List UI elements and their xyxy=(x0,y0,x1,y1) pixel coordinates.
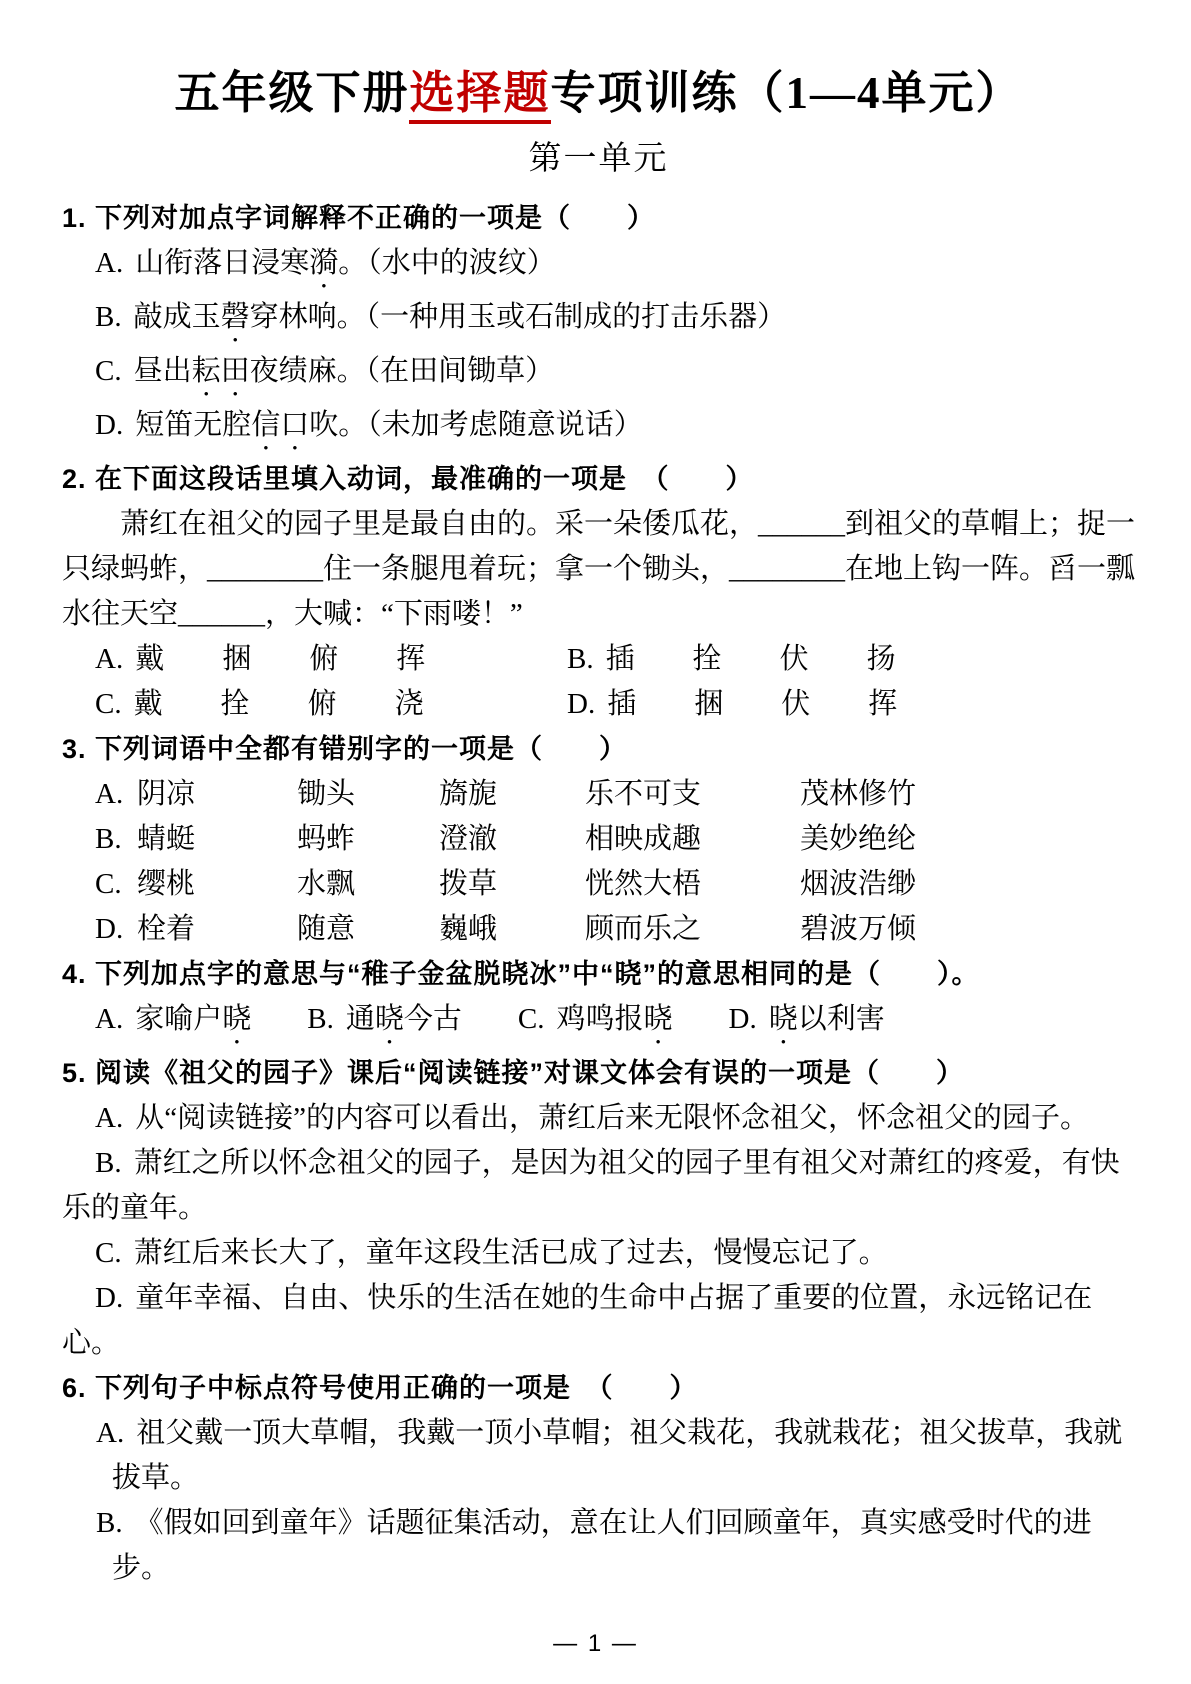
option-text: 插 捆 伏 挥 xyxy=(607,688,898,720)
option-label: A. xyxy=(95,1003,124,1035)
word-cell: 相映成趣 xyxy=(585,823,702,855)
question-5-stem: 5. 阅读《祖父的园子》课后“阅读链接”对课文体会有误的一项是（ ） xyxy=(62,1058,965,1088)
emphasized-text: 耘田 xyxy=(191,355,250,387)
word-cell: 乐不可支 xyxy=(585,778,702,810)
question-2-option-d xyxy=(567,682,1135,727)
word-cell: 锄头 xyxy=(297,778,356,810)
question-4-stem: 4. 下列加点字的意思与“稚子金盆脱晓冰”中“晓”的意思相同的是（ ）。 xyxy=(62,959,980,989)
question-1-option-c xyxy=(62,349,1135,403)
option-text: 今古 xyxy=(403,1003,462,1035)
option-text: 山衔落日浸寒 xyxy=(135,247,310,279)
question-2-options-row-2 xyxy=(62,682,1135,727)
option-label: B. xyxy=(567,643,594,675)
emphasized-text: 晓 xyxy=(643,1003,673,1035)
question-4 xyxy=(62,952,1135,1051)
word-cell: 随意 xyxy=(297,913,356,945)
question-6-stem: 6. 下列句子中标点符号使用正确的一项是 （ ） xyxy=(62,1373,698,1403)
word-cell: 水飘 xyxy=(297,868,356,900)
option-text: 通 xyxy=(345,1003,375,1035)
word-cell: 栓着 xyxy=(137,913,196,945)
word-cell: 澄澈 xyxy=(439,823,498,855)
emphasized-text: 晓 xyxy=(222,1003,252,1035)
word-cell: 茂林修竹 xyxy=(800,778,917,810)
question-1 xyxy=(62,196,1135,457)
emphasized-text: 晓 xyxy=(768,1003,798,1035)
option-label: C. xyxy=(95,1237,122,1269)
question-4-options-row xyxy=(62,997,1135,1051)
option-label: D. xyxy=(95,1282,124,1314)
option-text: 萧红之所以怀念祖父的园子，是因为祖父的园子里有祖父对萧红的疼爱，有快乐的童年。 xyxy=(62,1147,1120,1224)
question-1-option-d xyxy=(62,403,1135,457)
option-label: A. xyxy=(96,1417,125,1449)
word-cell: 碧波万倾 xyxy=(800,913,917,945)
question-5-option-b xyxy=(62,1141,1135,1231)
page-title xyxy=(62,62,1135,124)
word-cell: 蜻蜓 xyxy=(137,823,196,855)
question-2-option-a xyxy=(95,637,567,682)
option-text: 夜绩麻。（在田间锄草） xyxy=(249,355,555,387)
question-3-option-a xyxy=(62,772,1135,817)
option-text: 《假如回到童年》话题征集活动，意在让人们回顾童年，真实感受时代的进步。 xyxy=(112,1507,1092,1584)
word-cell: 阴凉 xyxy=(137,778,196,810)
word-cell: 顾而乐之 xyxy=(585,913,702,945)
question-2-options-row-1 xyxy=(62,637,1135,682)
page-number: — 1 — xyxy=(553,1630,638,1657)
question-6-option-a xyxy=(62,1411,1135,1501)
option-text: 短笛无腔 xyxy=(135,409,252,441)
option-label: D. xyxy=(95,913,124,945)
word-cell: 缨桃 xyxy=(137,868,196,900)
option-text: 。（水中的波纹） xyxy=(338,247,556,279)
option-label: C. xyxy=(517,1003,545,1035)
word-cell: 美妙绝纶 xyxy=(800,823,917,855)
word-cell: 拨草 xyxy=(439,868,498,900)
emphasized-text: 磬 xyxy=(220,301,250,333)
word-cell: 恍然大梧 xyxy=(585,868,702,900)
option-text: 穿林响。（一种用玉或石制成的打击乐器） xyxy=(249,301,787,333)
option-label: B. xyxy=(95,301,122,333)
question-4-option-b xyxy=(307,997,462,1051)
option-label: A. xyxy=(95,247,124,279)
question-1-stem: 1. 下列对加点字词解释不正确的一项是（ ） xyxy=(62,203,656,233)
option-text: 祖父戴一顶大草帽，我戴一顶小草帽；祖父栽花，我就栽花；祖父拔草，我就拔草。 xyxy=(112,1417,1123,1494)
question-6-option-b xyxy=(62,1501,1135,1591)
question-5-option-d xyxy=(62,1276,1135,1366)
question-4-option-c xyxy=(518,997,673,1051)
title-highlight: 选择题 xyxy=(409,68,550,124)
question-5-option-c xyxy=(62,1231,1135,1276)
option-text: 萧红后来长大了，童年这段生活已成了过去，慢慢忘记了。 xyxy=(133,1237,888,1269)
question-1-option-a xyxy=(62,241,1135,295)
option-text: 吹。（未加考虑随意说话） xyxy=(309,409,643,441)
question-4-option-d xyxy=(729,997,885,1051)
section-heading: 第一单元 xyxy=(528,141,669,177)
question-3-option-c xyxy=(62,862,1135,907)
question-2-passage: 萧红在祖父的园子里是最自由的。采一朵倭瓜花，______到祖父的草帽上；捉一只绿蚂蚱，________住一条腿甩着玩；拿一个锄头，________在地上钩一阵。舀一瓢水往天空______，大喊：“下雨喽！” xyxy=(62,508,1136,630)
question-2-option-c xyxy=(95,682,567,727)
question-1-option-b xyxy=(62,295,1135,349)
option-text: 鸡鸣报 xyxy=(556,1003,644,1035)
option-text: 以利害 xyxy=(797,1003,885,1035)
option-text: 家喻户 xyxy=(135,1003,223,1035)
option-label: C. xyxy=(95,868,122,900)
emphasized-text: 漪 xyxy=(309,247,339,279)
option-text: 敲成玉 xyxy=(133,301,221,333)
option-label: D. xyxy=(567,688,596,720)
question-6 xyxy=(62,1366,1135,1591)
emphasized-text: 晓 xyxy=(374,1003,404,1035)
question-2-option-b xyxy=(567,637,1135,682)
option-label: A. xyxy=(95,643,124,675)
question-3 xyxy=(62,727,1135,952)
option-text: 插 拴 伏 扬 xyxy=(605,643,896,675)
option-text: 戴 拴 俯 浇 xyxy=(133,688,424,720)
question-2 xyxy=(62,457,1135,727)
option-label: B. xyxy=(95,1147,122,1179)
word-cell: 蚂蚱 xyxy=(297,823,356,855)
question-5-option-a xyxy=(62,1096,1135,1141)
option-label: D. xyxy=(728,1003,757,1035)
word-cell: 巍峨 xyxy=(439,913,498,945)
question-3-stem: 3. 下列词语中全都有错别字的一项是（ ） xyxy=(62,734,628,764)
option-text: 戴 捆 俯 挥 xyxy=(135,643,426,675)
option-text: 从“阅读链接”的内容可以看出，萧红后来无限怀念祖父，怀念祖父的园子。 xyxy=(135,1102,1089,1134)
word-cell: 烟波浩缈 xyxy=(800,868,917,900)
title-part2: 专项训练（1—4单元） xyxy=(550,68,1023,118)
option-label: B. xyxy=(95,823,122,855)
option-label: B. xyxy=(96,1507,123,1539)
emphasized-text: 信口 xyxy=(251,409,310,441)
option-text: 童年幸福、自由、快乐的生活在她的生命中占据了重要的位置，永远铭记在心。 xyxy=(62,1282,1093,1359)
option-label: C. xyxy=(95,688,122,720)
option-label: A. xyxy=(95,1102,124,1134)
question-3-option-d xyxy=(62,907,1135,952)
option-text: 昼出 xyxy=(133,355,192,387)
option-label: B. xyxy=(307,1003,334,1035)
question-3-option-b xyxy=(62,817,1135,862)
question-5 xyxy=(62,1051,1135,1366)
option-label: D. xyxy=(95,409,124,441)
option-label: C. xyxy=(95,355,122,387)
word-cell: 旖旎 xyxy=(439,778,498,810)
question-4-option-a xyxy=(95,997,251,1051)
option-label: A. xyxy=(95,778,124,810)
title-part1: 五年级下册 xyxy=(174,68,410,118)
question-2-stem: 2. 在下面这段话里填入动词，最准确的一项是 （ ） xyxy=(62,464,754,494)
